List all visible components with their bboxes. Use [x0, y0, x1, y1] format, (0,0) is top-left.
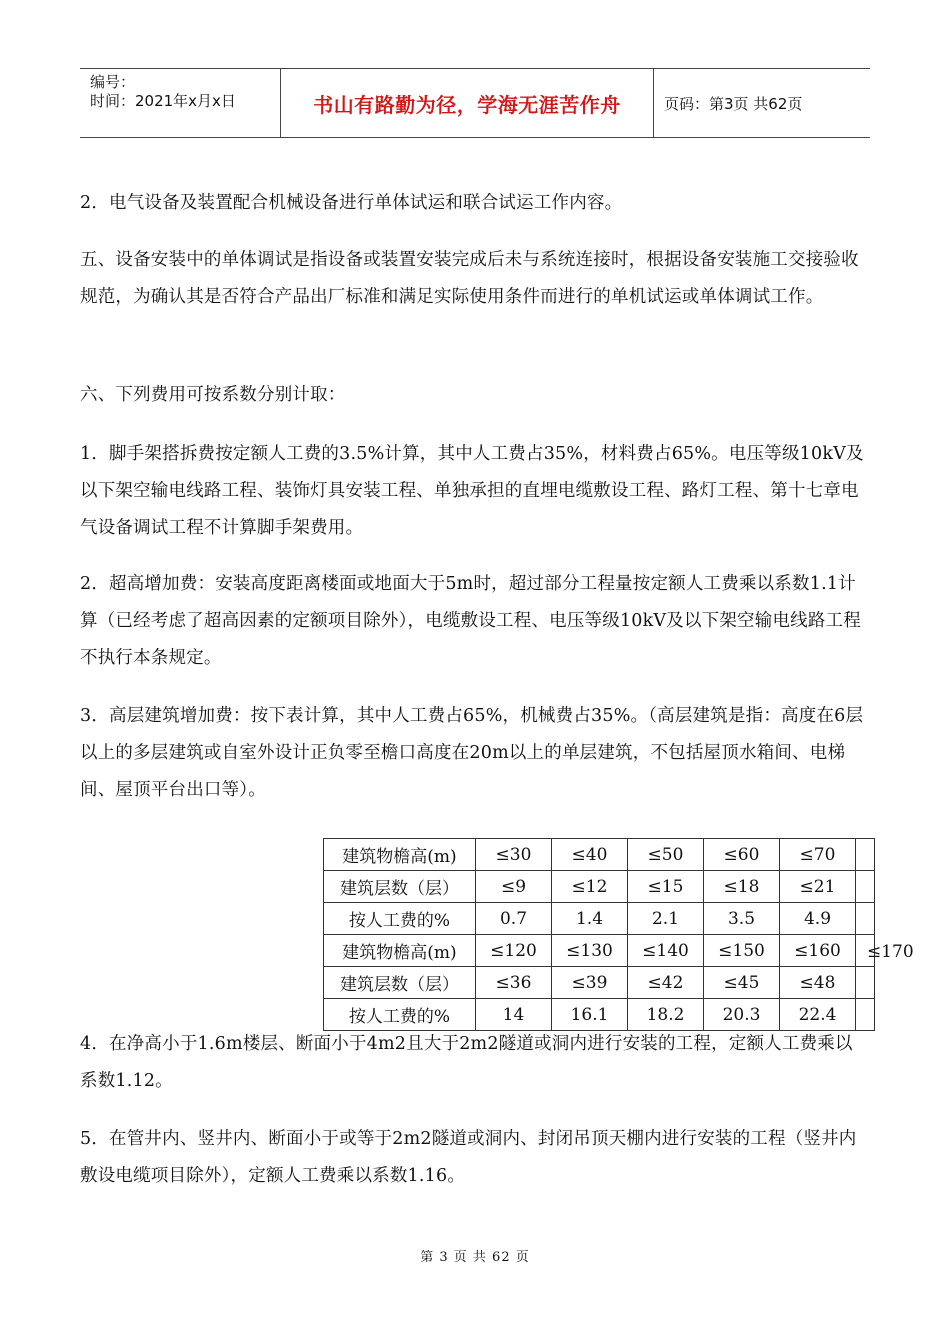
table-cell: ≤21: [780, 871, 856, 903]
table-cell: ≤18: [704, 871, 780, 903]
table-cell: [856, 839, 875, 871]
table-cell: ≤12: [552, 871, 628, 903]
table-cell: 20.3: [704, 999, 780, 1031]
header-page-info: 页码：第3页 共62页: [664, 94, 803, 113]
page-header: [80, 68, 870, 138]
table-row: [324, 967, 875, 999]
paragraph: 2．电气设备及装置配合机械设备进行单体试运和联合试运工作内容。: [80, 193, 623, 213]
table-row: [324, 935, 875, 967]
high-rise-fee-table: [323, 838, 875, 1031]
table-cell: ≤36: [476, 967, 552, 999]
table-cell: 建筑物檐高(m): [324, 935, 476, 967]
header-meta: [80, 69, 281, 137]
paragraph: 六、下列费用可按系数分别计取：: [80, 385, 346, 405]
table-cell: ≤30: [476, 839, 552, 871]
paragraph: 5．在管井内、竖井内、断面小于或等于2m2隧道或洞内、封闭吊顶天棚内进行安装的工程（竖井内敷设电缆项目除外），定额人工费乘以系数1.16。: [80, 1129, 857, 1186]
table-cell: ≤120: [476, 935, 552, 967]
table-cell: 1.4: [552, 903, 628, 935]
table-cell: ≤160: [780, 935, 856, 967]
table-cell: 22.4: [780, 999, 856, 1031]
table-cell: ≤45: [704, 967, 780, 999]
table-cell: ≤150: [704, 935, 780, 967]
table-cell: ≤140: [628, 935, 704, 967]
table-cell: 建筑层数（层）: [324, 871, 476, 903]
table-cell: 建筑物檐高(m): [324, 839, 476, 871]
table-row: [324, 839, 875, 871]
header-motto: 书山有路勤为径，学海无涯苦作舟: [281, 69, 654, 137]
table-cell: 按人工费的%: [324, 903, 476, 935]
table-cell: 0.7: [476, 903, 552, 935]
table-cell: 3.5: [704, 903, 780, 935]
table-cell: 18.2: [628, 999, 704, 1031]
table-cell: 14: [476, 999, 552, 1031]
table-cell: ≤130: [552, 935, 628, 967]
paragraph: 2．超高增加费：安装高度距离楼面或地面大于5m时，超过部分工程量按定额人工费乘以系数1.1计算（已经考虑了超高因素的定额项目除外），电缆敷设工程、电压等级10kV及以下架空输电线路工程不执行本条规定。: [80, 574, 861, 668]
paragraph: 1．脚手架搭拆费按定额人工费的3.5%计算，其中人工费占35%，材料费占65%。电压等级10kV及以下架空输电线路工程、装饰灯具安装工程、单独承担的直埋电缆敷设工程、路灯工程、第十七章电气设备调试工程不计算脚手架费用。: [80, 444, 864, 538]
table-cell: ≤15: [628, 871, 704, 903]
table-cell: ≤40: [552, 839, 628, 871]
doc-number-label: 编号：: [90, 73, 136, 91]
table-cell: [856, 871, 875, 903]
table-row: [324, 871, 875, 903]
table-cell: 2.1: [628, 903, 704, 935]
page-footer: 第 3 页 共 62 页: [420, 1250, 530, 1265]
table-cell: 4.9: [780, 903, 856, 935]
paragraph: 3．高层建筑增加费：按下表计算，其中人工费占65%，机械费占35%。（高层建筑是指：高度在6层以上的多层建筑或自室外设计正负零至檐口高度在20m以上的单层建筑，不包括屋顶水箱间、电梯间、屋顶平台出口等）。: [80, 706, 864, 800]
table-cell: ≤60: [704, 839, 780, 871]
table-cell: ≤39: [552, 967, 628, 999]
table-cell: [856, 903, 875, 935]
table-cell: ≤50: [628, 839, 704, 871]
table-cell: 16.1: [552, 999, 628, 1031]
table-cell: ≤48: [780, 967, 856, 999]
paragraph: 五、设备安装中的单体调试是指设备或装置安装完成后未与系统连接时，根据设备安装施工交接验收规范，为确认其是否符合产品出厂标准和满足实际使用条件而进行的单机试运或单体调试工作。: [80, 250, 859, 307]
table-cell: [856, 967, 875, 999]
table-cell: 建筑层数（层）: [324, 967, 476, 999]
table-overflow-cell: ≤170: [867, 942, 914, 962]
table-cell: ≤42: [628, 967, 704, 999]
table-cell: ≤70: [780, 839, 856, 871]
paragraph: 4．在净高小于1.6m楼层、断面小于4m2且大于2m2隧道或洞内进行安装的工程，定额人工费乘以系数1.12。: [80, 1034, 853, 1091]
doc-time-label: 时间：2021年x月x日: [90, 92, 236, 110]
table-cell: ≤9: [476, 871, 552, 903]
table-cell: 按人工费的%: [324, 999, 476, 1031]
table-row: [324, 903, 875, 935]
